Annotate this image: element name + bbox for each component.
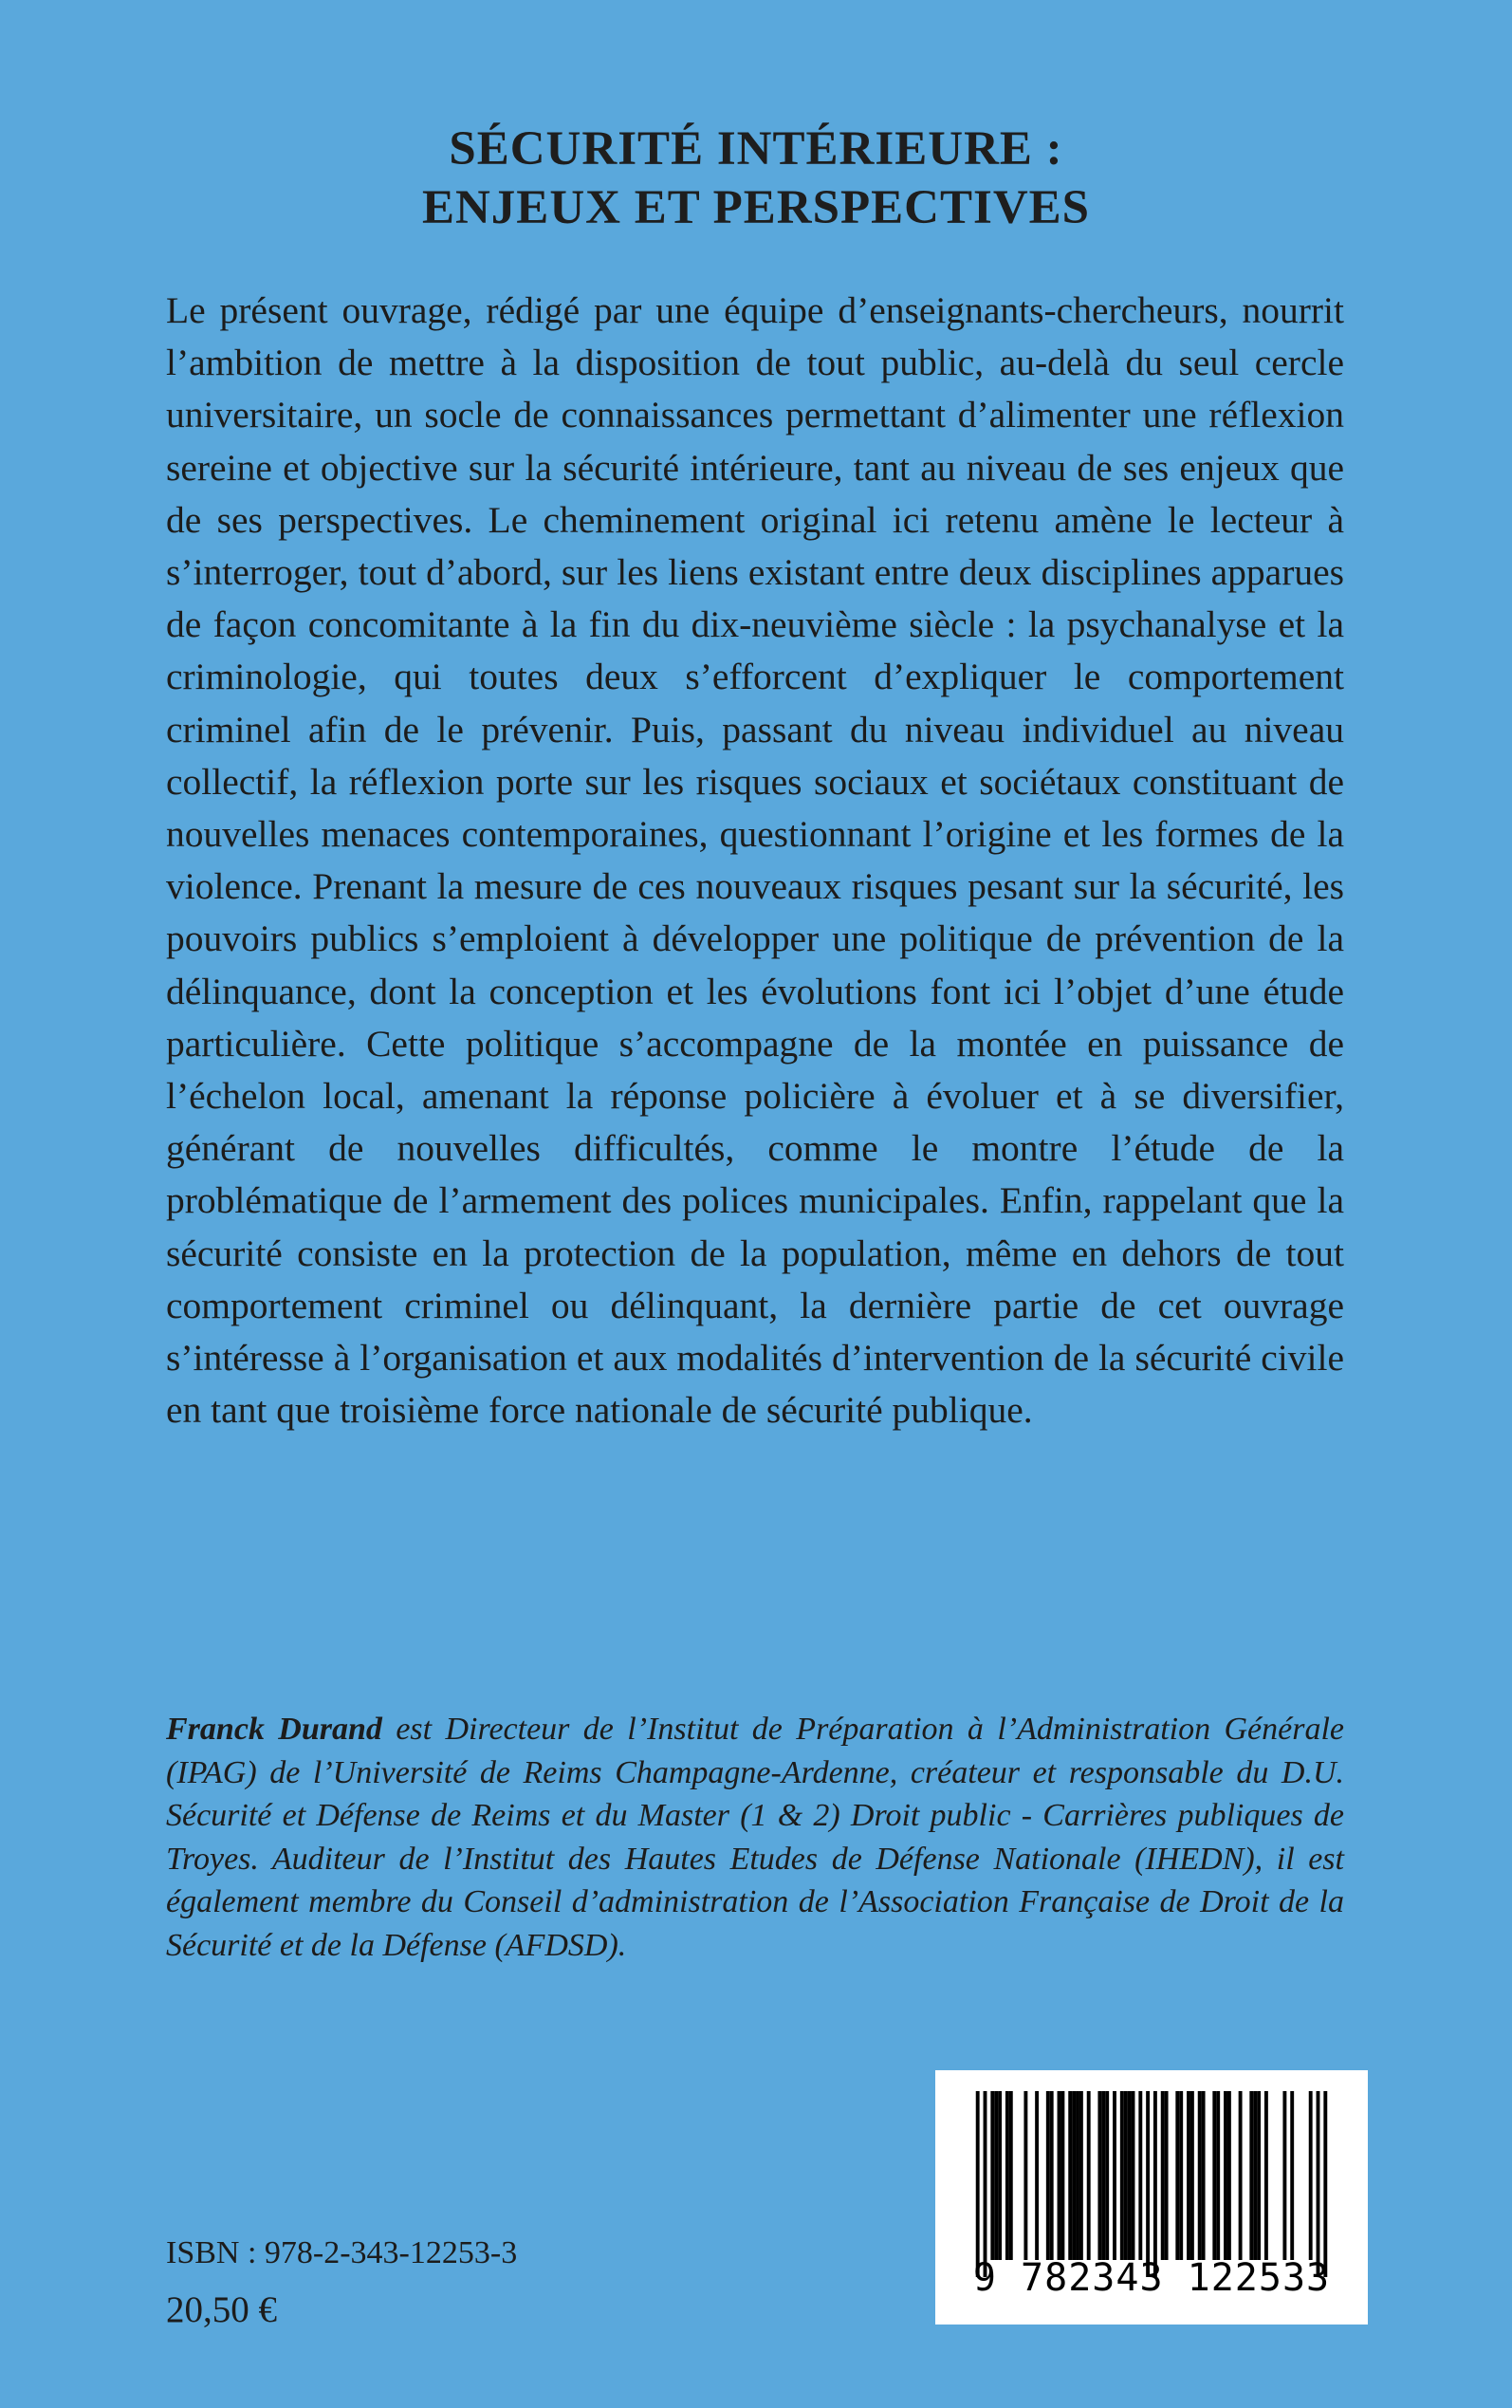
barcode-bar bbox=[976, 2091, 980, 2277]
barcode-bar bbox=[1087, 2091, 1091, 2260]
barcode-bar bbox=[1190, 2091, 1194, 2260]
book-title bbox=[0, 120, 1512, 237]
barcode-bar bbox=[1212, 2091, 1216, 2260]
barcode-bar bbox=[1216, 2091, 1220, 2260]
barcode-bar bbox=[1023, 2091, 1027, 2260]
barcode-bar bbox=[1068, 2091, 1072, 2260]
barcode-bar bbox=[1290, 2091, 1294, 2260]
barcode-bar bbox=[1138, 2091, 1142, 2260]
barcode-bar bbox=[1105, 2091, 1109, 2260]
author-bio bbox=[166, 1708, 1344, 1967]
barcode-bar bbox=[990, 2091, 994, 2260]
barcode-bar bbox=[1179, 2091, 1183, 2260]
barcode-bar bbox=[1046, 2091, 1050, 2260]
barcode-bar bbox=[1198, 2091, 1202, 2260]
barcode-bar bbox=[998, 2091, 1002, 2260]
barcode-bar bbox=[1146, 2091, 1150, 2277]
barcode-bar bbox=[1309, 2091, 1313, 2260]
barcode-bar bbox=[1076, 2091, 1079, 2260]
barcode-bar bbox=[1317, 2091, 1320, 2277]
barcode-bar bbox=[1005, 2091, 1009, 2260]
barcode-bar bbox=[994, 2091, 998, 2260]
barcode bbox=[935, 2070, 1368, 2325]
barcode-bar bbox=[1153, 2091, 1157, 2277]
barcode-bar bbox=[1035, 2091, 1039, 2260]
barcode-bar bbox=[1249, 2091, 1253, 2260]
barcode-bar bbox=[1282, 2091, 1286, 2260]
barcode-bar bbox=[1060, 2091, 1064, 2260]
barcode-bar bbox=[1128, 2091, 1132, 2260]
barcode-bar bbox=[1187, 2091, 1190, 2260]
price-label: 20,50 € bbox=[166, 2289, 277, 2330]
barcode-bar bbox=[1161, 2091, 1165, 2260]
barcode-bar bbox=[1120, 2091, 1124, 2260]
author-bio-text: est Directeur de l’Institut de Préparation à l’Administration Générale (IPAG) de l’Université de Reims Champagne-Ardenne, créateur et responsable du D.U. Sécurité et Défense de Reims et du Master (1 & 2) Droit public - Carrières publiques de Troyes. Auditeur de l’Institut des Hautes Etudes de Défense Nationale (IHEDN), il est également membre du Conseil d’administration de l’Association Française de Droit de la Sécurité et de la Défense (AFDSD). bbox=[166, 1712, 1345, 1963]
title-line-2: ENJEUX ET PERSPECTIVES bbox=[421, 181, 1091, 234]
barcode-bar bbox=[1257, 2091, 1261, 2260]
barcode-digits: 9 782343 122533 bbox=[972, 2256, 1331, 2300]
barcode-bar bbox=[1264, 2091, 1268, 2260]
barcode-bar bbox=[1202, 2091, 1206, 2260]
barcode-bar bbox=[1224, 2091, 1227, 2260]
barcode-bar bbox=[1239, 2091, 1243, 2260]
summary-paragraph: Le présent ouvrage, rédigé par une équipe d’enseignants-chercheurs, nourrit l’ambition de mettre à la disposition de tout public, au-delà du seul cercle universitaire, un socle de connaissances permettant d’alimenter une réflexion sereine et objective sur la sécurité intérieure, tant au niveau de ses enjeux que de ses perspectives. Le cheminement original ici retenu amène le lecteur à s’interroger, tout d’abord, sur les liens existant entre deux disciplines apparues de façon concomitante à la fin du dix-neuvième siècle : la psychanalyse et la criminologie, qui toutes deux s’efforcent d’expliquer le comportement criminel afin de le prévenir. Puis, passant du niveau individuel au niveau collectif, la réflexion porte sur les risques sociaux et sociétaux constituant de nouvelles menaces contemporaines, questionnant l’origine et les formes de la violence. Prenant la mesure de ces nouveaux risques pesant sur la sécurité, les pouvoirs publics s’emploient à développer une politique de prévention de la délinquance, dont la conception et les évolutions font ici l’objet d’une étude particulière. Cette politique s’accompagne de la montée en puissance de l’échelon local, amenant la réponse policière à évoluer et à se diversifier, générant de nouvelles difficultés, comme le montre l’étude de la problématique de l’armement des polices municipales. Enfin, rappelant que la sécurité consiste en la protection de la population, même en dehors de tout comportement criminel ou délinquant, la dernière partie de cet ouvrage s’intéresse à l’organisation et aux modalités d’intervention de la sécurité civile en tant que troisième force nationale de sécurité publique. bbox=[166, 289, 1344, 1432]
barcode-bar bbox=[1323, 2091, 1327, 2277]
barcode-bar bbox=[1097, 2091, 1101, 2260]
author-name: Franck Durand bbox=[166, 1712, 382, 1747]
barcode-bar bbox=[1079, 2091, 1083, 2260]
title-line-1: SÉCURITÉ INTÉRIEURE : bbox=[449, 122, 1063, 176]
barcode-bar bbox=[1227, 2091, 1231, 2260]
barcode-bar bbox=[984, 2091, 987, 2277]
barcode-bar bbox=[1058, 2091, 1061, 2260]
barcode-bar bbox=[1009, 2091, 1013, 2260]
barcode-bar bbox=[1050, 2091, 1054, 2260]
barcode-bar bbox=[1124, 2091, 1128, 2260]
barcode-bar bbox=[1253, 2091, 1257, 2260]
isbn-label: ISBN : 978-2-343-12253-3 bbox=[166, 2235, 518, 2270]
barcode-bar bbox=[1132, 2091, 1135, 2260]
barcode-bar bbox=[1113, 2091, 1116, 2260]
barcode-bar bbox=[1175, 2091, 1179, 2260]
barcode-bar bbox=[1165, 2091, 1169, 2260]
barcode-bar bbox=[1101, 2091, 1105, 2260]
barcode-bar bbox=[1072, 2091, 1076, 2260]
